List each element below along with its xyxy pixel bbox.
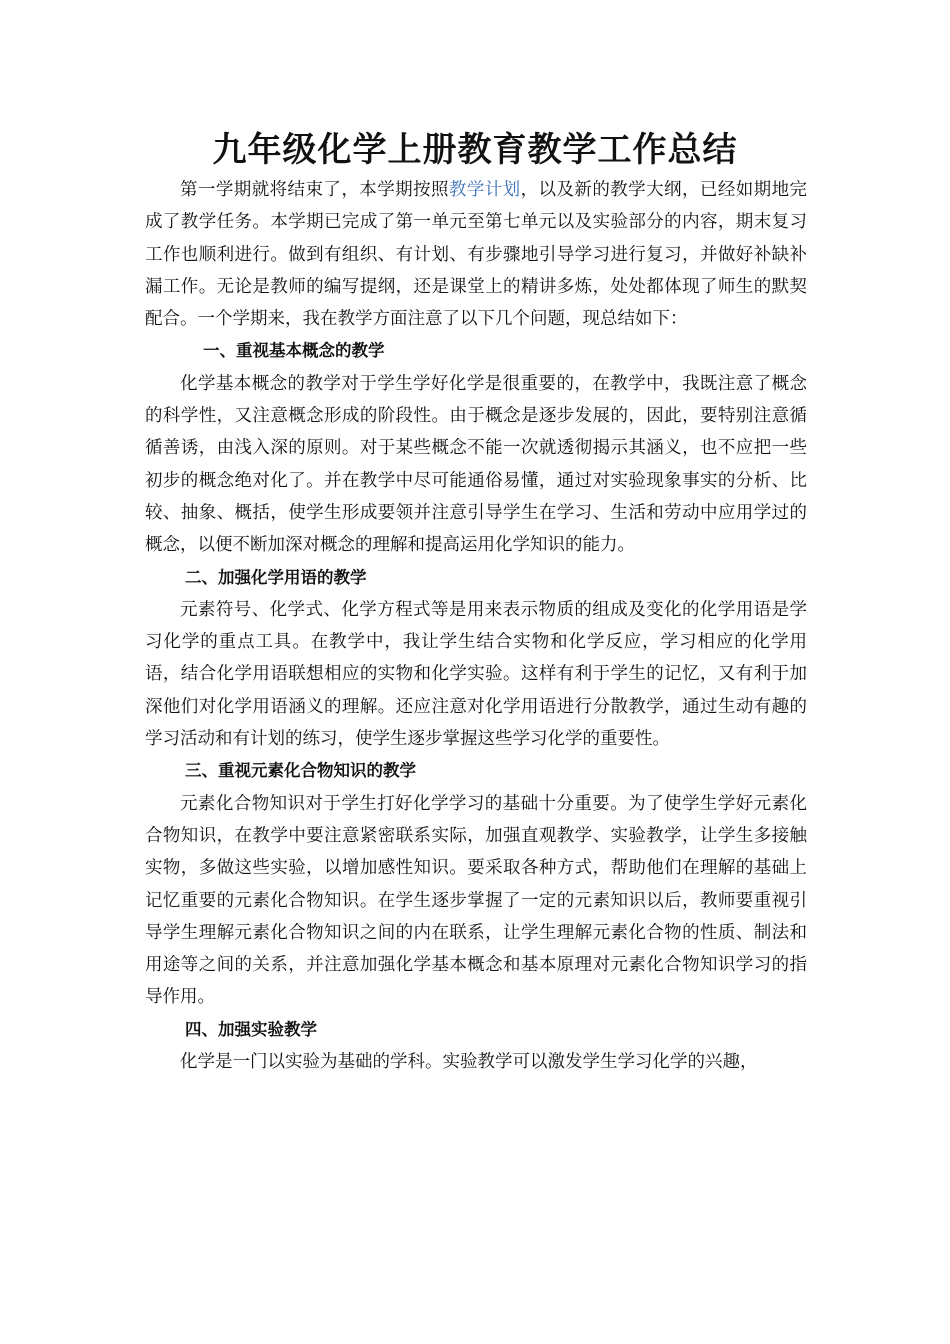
teaching-plan-link[interactable]: 教学计划 [448,180,521,200]
intro-text-start: 第一学期就将结束了，本学期按照 [180,180,449,200]
intro-paragraph [145,174,807,335]
section-heading-experiments: 四、加强实验教学 [185,1019,317,1039]
section-heading-chemical-terms: 二、加强化学用语的教学 [185,567,367,587]
section-heading-concepts: 一、重视基本概念的教学 [203,341,385,361]
document-body [145,174,807,1078]
intro-text-end: ，以及新的教学大纲，已经如期地完成了教学任务。本学期已完成了第一单元至第七单元以及实验部分的内容，期末复习工作也顺利进行。做到有组织、有计划、有步骤地引导学习进行复习，并做好补缺补漏工作。无论是教师的编写提纲，还是课堂上的精讲多炼，处处都体现了师生的默契配合。一个学期来，我在教学方面注意了以下几个问题，现总结如下： [145,180,808,330]
section-paragraph-elements-compounds: 元素化合物知识对于学生打好化学学习的基础十分重要。为了使学生学好元素化合物知识，在教学中要注意紧密联系实际，加强直观教学、实验教学，让学生多接触实物，多做这些实验，以增加感性知识。要采取各种方式，帮助他们在理解的基础上记忆重要的元素化合物知识。在学生逐步掌握了一定的元素知识以后，教师要重视引导学生理解元素化合物知识之间的内在联系，让学生理解元素化合物的性质、制法和用途等之间的关系，并注意加强化学基本概念和基本原理对元素化合物知识学习的指导作用。 [145,793,807,1008]
section-paragraph-experiments: 化学是一门以实验为基础的学科。实验教学可以激发学生学习化学的兴趣， [180,1052,758,1073]
section-heading-elements-compounds: 三、重视元素化合物知识的教学 [185,761,416,781]
section-paragraph-concepts: 化学基本概念的教学对于学生学好化学是很重要的，在教学中，我既注意了概念的科学性，又注意概念形成的阶段性。由于概念是逐步发展的，因此，要特别注意循循善诱，由浅入深的原则。对于某些概念不能一次就透彻揭示其涵义，也不应把一些初步的概念绝对化了。并在教学中尽可能通俗易懂，通过对实验现象事实的分析、比较、抽象、概括，使学生形成要领并注意引导学生在学习、生活和劳动中应用学过的概念，以便不断加深对概念的理解和提高运用化学知识的能力。 [145,373,807,556]
section-paragraph-chemical-terms: 元素符号、化学式、化学方程式等是用来表示物质的组成及变化的化学用语是学习化学的重点工具。在教学中，我让学生结合实物和化学反应，学习相应的化学用语，结合化学用语联想相应的实物和化学实验。这样有利于学生的记忆，又有利于加深他们对化学用语涵义的理解。还应注意对化学用语进行分散教学，通过生动有趣的学习活动和有计划的练习，使学生逐步掌握这些学习化学的重要性。 [145,599,807,750]
document-title: 九年级化学上册教育教学工作总结 [212,130,738,170]
